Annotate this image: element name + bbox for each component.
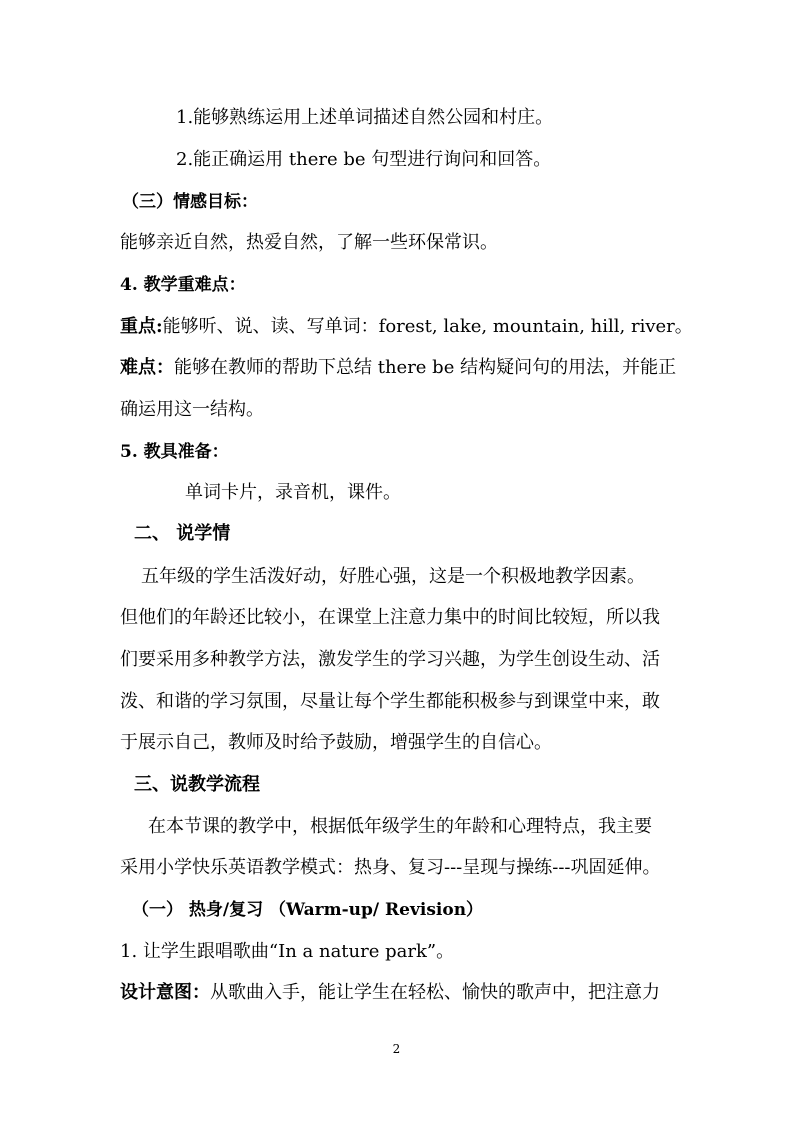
section-3-heading: 三、说教学流程	[134, 774, 260, 795]
teaching-tools-text: 单词卡片，录音机，课件。	[185, 482, 401, 503]
emotion-goal-text: 能够亲近自然，热爱自然，了解一些环保常识。	[120, 232, 498, 253]
key-difficult-heading: 4. 教学重难点：	[120, 275, 246, 295]
student-paragraph-line-5: 于展示自己，教师及时给予鼓励，增强学生的自信心。	[120, 732, 552, 753]
page-number: 2	[392, 1042, 401, 1056]
student-paragraph-line-2: 但他们的年龄还比较小，在课堂上注意力集中的时间比较短，所以我	[120, 607, 660, 628]
section-2-heading: 二、 说学情	[134, 523, 231, 544]
warmup-heading: （一） 热身/复习 （Warm-up/ Revision）	[132, 900, 484, 920]
design-intent-label: 设计意图：	[120, 982, 210, 1003]
key-point-line	[120, 315, 693, 339]
flow-paragraph-line-1: 在本节课的教学中，根据低年级学生的年龄和心理特点，我主要	[148, 816, 652, 837]
design-intent-text: 从歌曲入手，能让学生在轻松、愉快的歌声中，把注意力	[210, 982, 660, 1003]
student-paragraph-line-3: 们要采用多种教学方法，激发学生的学习兴趣，为学生创设生动、活	[120, 649, 660, 670]
difficult-point-text: 能够在教师的帮助下总结 there be 结构疑问句的用法，并能正	[174, 357, 677, 378]
objective-line-1: 1.能够熟练运用上述单词描述自然公园和村庄。	[176, 107, 554, 128]
difficult-point-label: 难点：	[120, 357, 174, 378]
warmup-item-1: 1. 让学生跟唱歌曲“In a nature park”。	[120, 941, 455, 962]
difficult-point-text-cont: 确运用这一结构。	[120, 399, 264, 420]
design-intent-line	[120, 981, 660, 1005]
objective-line-2: 2.能正确运用 there be 句型进行询问和回答。	[176, 149, 552, 170]
teaching-tools-heading: 5. 教具准备：	[120, 442, 229, 462]
student-paragraph-line-1: 五年级的学生活泼好动，好胜心强，这是一个积极地教学因素。	[141, 566, 645, 587]
key-point-label: 重点:	[120, 316, 163, 337]
difficult-point-line	[120, 356, 676, 380]
emotion-goal-heading: （三）情感目标：	[122, 192, 258, 212]
key-point-text: 能够听、说、读、写单词：forest, lake, mountain, hill, river。	[162, 316, 693, 337]
flow-paragraph-line-2: 采用小学快乐英语教学模式：热身、复习---呈现与操练---巩固延伸。	[120, 857, 661, 878]
student-paragraph-line-4: 泼、和谐的学习氛围，尽量让每个学生都能积极参与到课堂中来，敢	[120, 691, 660, 712]
